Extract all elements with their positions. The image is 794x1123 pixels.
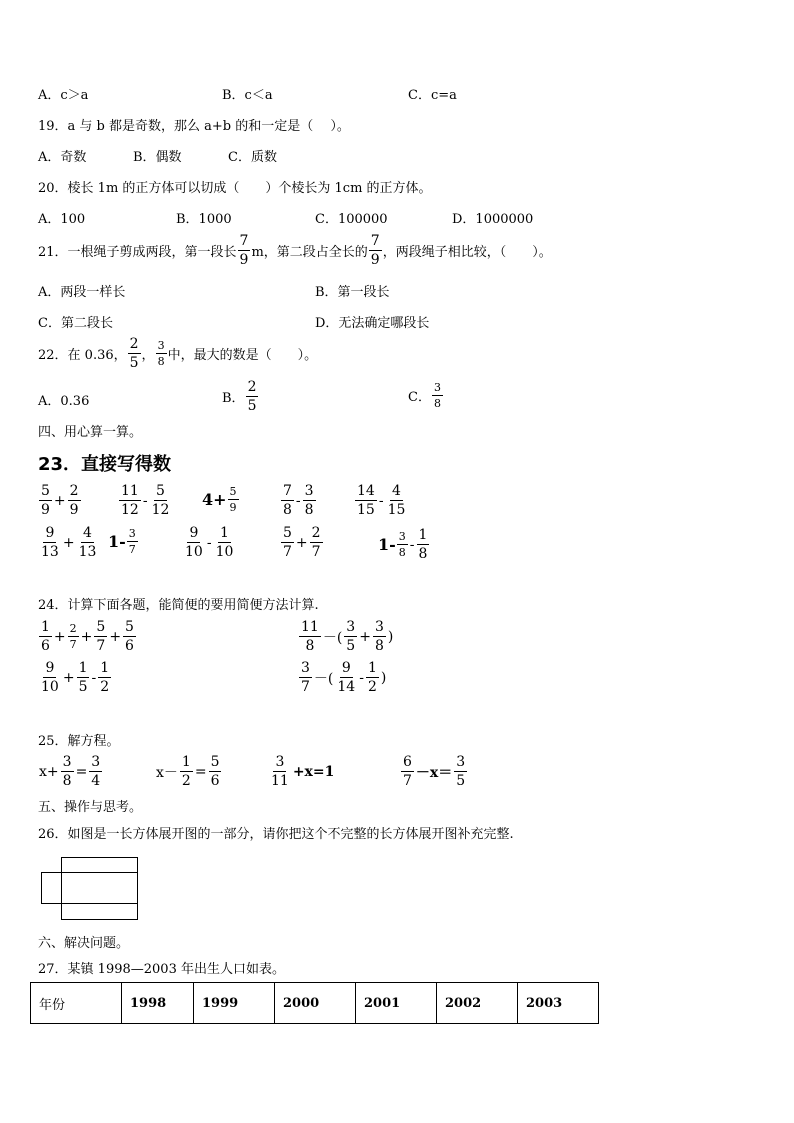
section-5-heading: 五、操作与思考。 (38, 800, 143, 815)
q23-item-3: 4+ $\frac{5}{9}$ (202, 485, 237, 514)
q23-item-6: $\frac{9}{13}$ + $\frac{4}{13}$ (41, 525, 97, 560)
table-row (31, 983, 599, 1024)
q24-expression-3: $\frac{9}{10}$ + $\frac{1}{5}$ - $\frac{1}{2}$ (41, 660, 110, 695)
q21-option-b: B．第一段长 (315, 285, 390, 300)
q21-stem-post: ，两段绳子相比较，（ ）。 (382, 245, 552, 260)
q21-stem (38, 234, 552, 267)
q18-option-b: B．c＜a (222, 88, 273, 103)
q19-option-a: A．奇数 (38, 150, 87, 165)
q25-stem: 25．解方程。 (38, 734, 120, 749)
q24-expression-4: $\frac{3}{7}$ －( $\frac{9}{14}$ - $\frac{1}{2}$ ) (301, 660, 387, 695)
q22-option-b: B． $\frac{2}{5}$ (222, 379, 257, 414)
q22-option-a: A．0.36 (38, 394, 90, 409)
q20-option-b: B．1000 (176, 212, 232, 227)
q23-item-10: 1- $\frac{3}{8}$ - $\frac{1}{8}$ (378, 527, 428, 562)
birth-population-table (30, 982, 599, 1024)
q21-option-c: C．第二段长 (38, 316, 113, 331)
q23-item-4: $\frac{7}{8}$ - $\frac{3}{8}$ (283, 483, 314, 518)
table-cell: 2002 (437, 983, 518, 1024)
table-cell: 1999 (194, 983, 275, 1024)
q25-equation-1: x+ $\frac{3}{8}$ = $\frac{3}{4}$ (39, 754, 101, 789)
q22-separator: ， (141, 348, 155, 363)
q21-fraction-first: $\frac{7}{9}$ (239, 233, 249, 268)
q22-option-c: C． $\frac{3}{8}$ (408, 381, 441, 410)
q22-stem-pre: 22．在 0.36， (38, 348, 127, 363)
q26-stem: 26．如图是一长方体展开图的一部分，请你把这个不完整的长方体展开图补充完整. (38, 827, 514, 842)
q23-item-5: $\frac{14}{15}$ - $\frac{4}{15}$ (357, 483, 406, 518)
q20-option-c: C．100000 (315, 212, 388, 227)
q20-option-a: A．100 (38, 212, 86, 227)
q21-stem-mid: m，第二段占全长的 (251, 245, 368, 260)
q22-stem (38, 337, 317, 370)
q20-option-d: D．1000000 (452, 212, 534, 227)
q21-option-a: A．两段一样长 (38, 285, 126, 300)
table-cell: 2000 (275, 983, 356, 1024)
table-cell: 2003 (518, 983, 599, 1024)
q24-expression-2: $\frac{11}{8}$ －( $\frac{3}{5}$ + $\frac{3}{8}$ ) (301, 619, 394, 654)
q19-stem: 19．a 与 b 都是奇数，那么 a+b 的和一定是（ ）。 (38, 119, 350, 134)
q19-option-c: C．质数 (228, 150, 277, 165)
q22-fraction-two-fifths: $\frac{2}{5}$ (129, 336, 139, 371)
q19-option-b: B．偶数 (133, 150, 182, 165)
table-header-year: 年份 (31, 983, 122, 1024)
q18-option-a: A．c＞a (38, 88, 89, 103)
q22-fraction-three-eighths: $\frac{3}{8}$ (157, 339, 165, 368)
q18-option-c: C．c=a (408, 88, 457, 103)
net-middle-face (61, 872, 138, 904)
q21-stem-pre: 21．一根绳子剪成两段，第一段长 (38, 245, 237, 260)
q20-stem: 20．棱长 1m 的正方体可以切成（ ）个棱长为 1cm 的正方体。 (38, 181, 432, 196)
q22-stem-post: 中，最大的数是（ ）。 (167, 348, 318, 363)
q24-expression-1: $\frac{1}{6}$ + $\frac{2}{7}$ + $\frac{5}{7}$ + $\frac{5}{6}$ (41, 619, 134, 654)
q23-item-9: $\frac{5}{7}$ + $\frac{2}{7}$ (283, 525, 321, 560)
q24-stem: 24．计算下面各题，能简便的要用简便方法计算. (38, 598, 319, 613)
q25-equation-2: x－ $\frac{1}{2}$ = $\frac{5}{6}$ (156, 754, 220, 789)
q23-item-8: $\frac{9}{10}$ - $\frac{1}{10}$ (185, 525, 234, 560)
net-left-face (41, 872, 62, 904)
section-4-heading: 四、用心算一算。 (38, 425, 143, 440)
table-cell: 2001 (356, 983, 437, 1024)
q25-equation-4: $\frac{6}{7}$ －x＝ $\frac{3}{5}$ (403, 754, 466, 789)
q23-item-2: $\frac{11}{12}$ - $\frac{5}{12}$ (121, 483, 170, 518)
q23-item-7: 1- $\frac{3}{7}$ (108, 527, 136, 556)
table-cell: 1998 (122, 983, 194, 1024)
q23-title: 23．直接写得数 (38, 454, 172, 475)
q21-fraction-second: $\frac{7}{9}$ (370, 233, 380, 268)
q23-item-1: $\frac{5}{9}$ + $\frac{2}{9}$ (41, 483, 79, 518)
q27-stem: 27．某镇 1998—2003 年出生人口如表。 (38, 962, 285, 977)
q21-option-d: D．无法确定哪段长 (315, 316, 430, 331)
q25-equation-3: $\frac{3}{11}$ +x=1 (271, 754, 335, 789)
section-6-heading: 六、解决问题。 (38, 936, 130, 951)
